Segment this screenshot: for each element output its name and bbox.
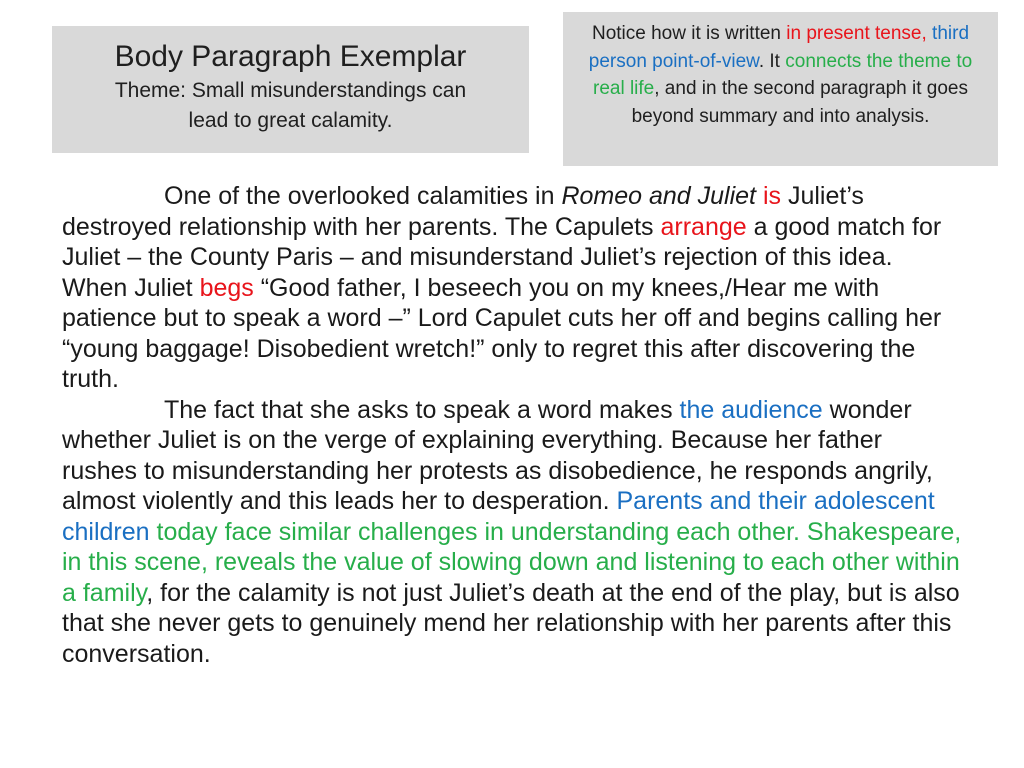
text-run: The fact that she asks to speak a word makes: [164, 395, 680, 424]
present-tense-verb: is: [762, 182, 782, 210]
annotation-note: [563, 12, 998, 166]
note-real-life: connects the theme to real life: [593, 50, 973, 99]
text-run: , for the calamity is not just Juliet’s death at the end of the play, but is also that she never gets to genuinely mend her relationship with her parents after this conversation.: [62, 578, 960, 668]
present-tense-verb: arrange: [660, 212, 747, 241]
real-life-connection: today face similar challenges in understanding each other. Shakespeare, in this scene, reveals the value of slowing down and listening to each other within a family: [62, 517, 962, 607]
third-person-phrase: the audience: [679, 395, 823, 424]
theme-line-1: Theme: Small misunderstandings can: [114, 79, 467, 102]
paragraph-1: [62, 181, 962, 395]
text-run: wonder whether Juliet is on the verge of explaining everything. Because her father rushes to misunderstanding her protests as disobedience, he responds angrily, almost violently and this leads her to desperation.: [62, 395, 933, 515]
title-box: [52, 26, 529, 153]
play-title: Romeo and Juliet: [561, 182, 756, 210]
text-run: a good match for Juliet – the County Paris – and misunderstand Juliet’s rejection of this idea. When Juliet: [62, 212, 942, 302]
slide-title: Body Paragraph Exemplar: [114, 40, 467, 73]
note-text: . It: [758, 50, 786, 72]
paragraph-2: [62, 395, 962, 670]
theme-line-2: lead to great calamity.: [188, 109, 393, 132]
text-run: Juliet’s destroyed relationship with her parents. The Capulets: [62, 182, 864, 241]
note-text: , and in the second paragraph it goes beyond summary and into analysis.: [631, 78, 968, 127]
note-text: Notice how it is written: [591, 23, 787, 44]
third-person-phrase: Parents and their adolescent children: [62, 487, 935, 546]
note-third-person: third person point-of-view: [588, 23, 970, 72]
present-tense-verb: begs: [199, 273, 254, 302]
text-run: “Good father, I beseech you on my knees,/Hear me with patience but to speak a word –” Lord Capulet cuts her off and begins calling her “young baggage! Disobedient wretch!” only to regret this after discovering the truth.: [62, 273, 942, 393]
text-run: [756, 182, 763, 210]
note-present-tense: in present tense,: [786, 23, 927, 44]
text-run: One of the overlooked calamities in: [164, 182, 562, 210]
essay-body: [62, 181, 962, 669]
